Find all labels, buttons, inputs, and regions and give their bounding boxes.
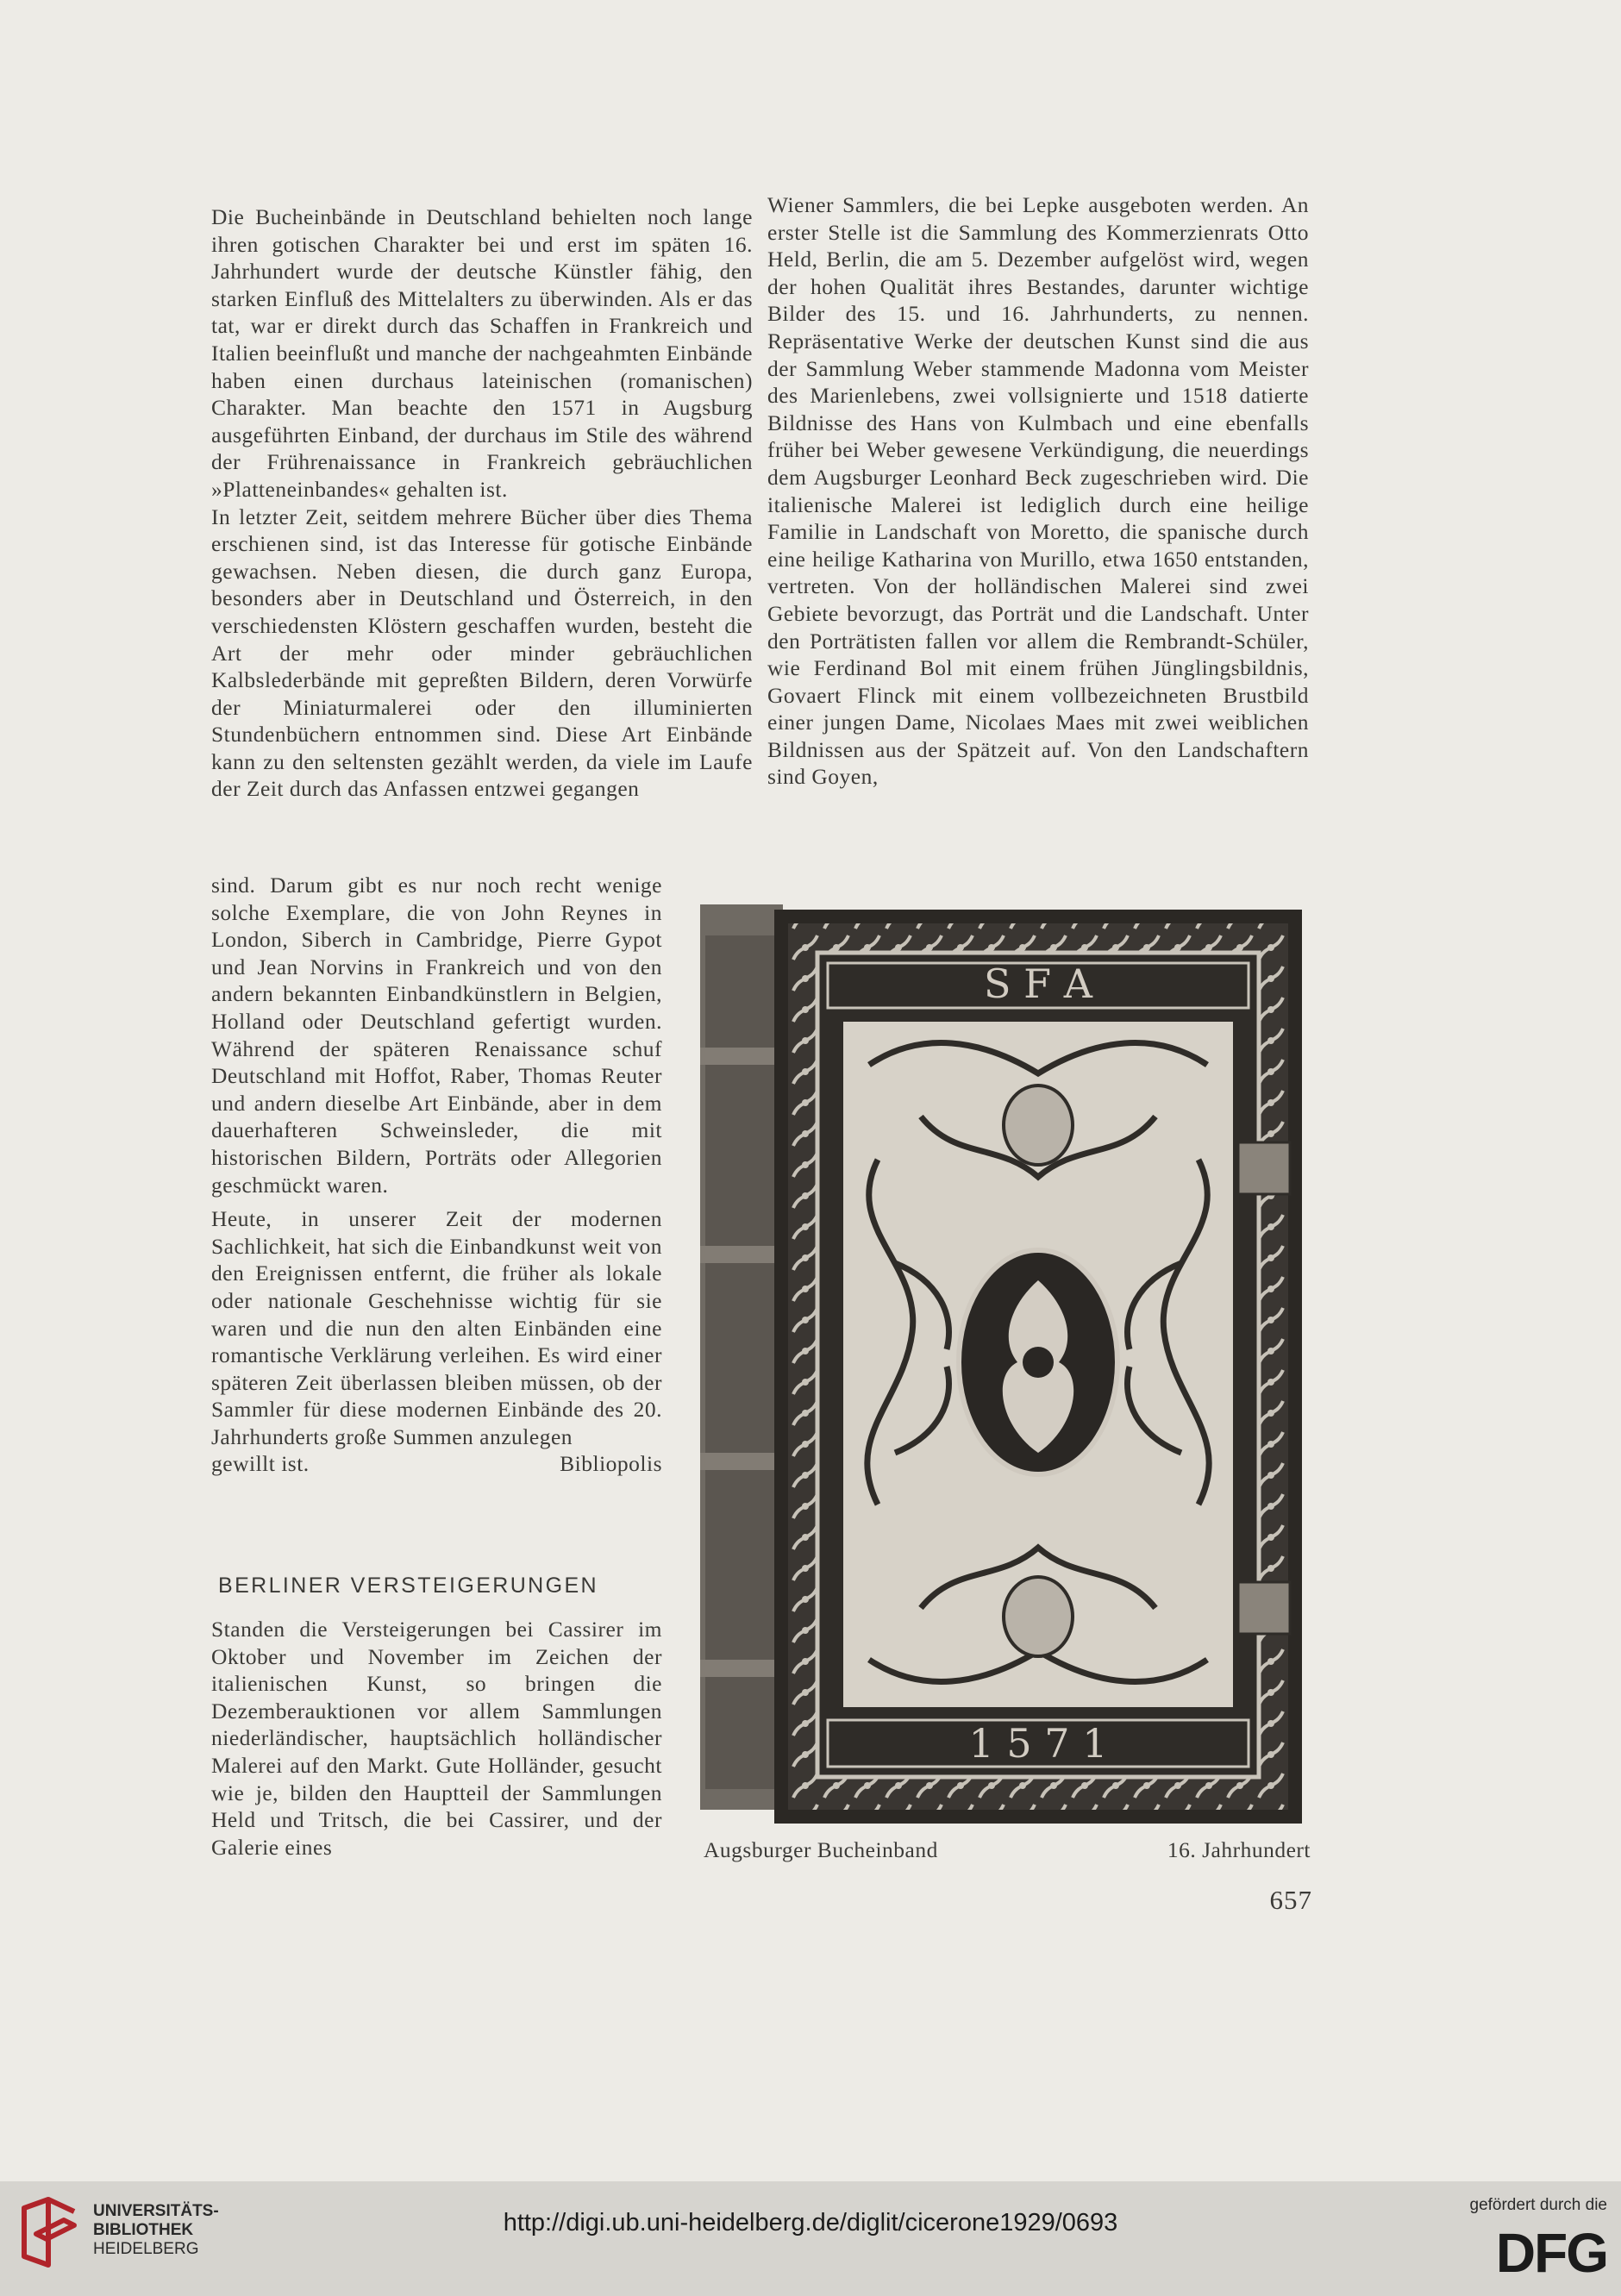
paragraph: Wiener Sammlers, die bei Lepke ausgeboten werden. An erster Stelle ist die Sammlung des Kommerzienrats Otto Held, Berlin, die am 5. Dezember aufgelöst wird, wegen der hohen Qualität ihres Bestandes, darunter wichtige Bilder des 15. und 16. Jahrhunderts, zu nennen. Repräsentative Werke der deutschen Kunst sind die aus der Sammlung Weber stammende Madonna vom Meister des Marienlebens, zwei vollsignierte und 1518 datierte Bildnisse des Hans von Kulmbach und eine ebenfalls früher bei Weber gewesene Verkündigung, die neuerdings dem Augsburger Leonhard Beck zugeschrieben wird. Die italienische Malerei ist lediglich durch eine heilige Familie in Landschaft von Moretto, die spanische durch eine heilige Katharina von Murillo, etwa 1650 entstanden, vertreten. Von der holländischen Malerei sind zwei Gebiete bevorzugt, das Porträt und die Landschaft. Unter den Porträtisten fallen vor allem die Rembrandt-Schüler, wie Ferdinand Bol mit einem frühen Jünglingsbildnis, Govaert Flinck mit einem vollbezeichneten Brustbild einer jungen Dame, Nicolaes Maes mit zwei weiblichen Bildnissen aus der Spätzeit auf. Von den Landschaftern sind Goyen,	[767, 192, 1309, 790]
right-column	[767, 191, 1309, 791]
left-column-bottom	[211, 1616, 662, 1861]
paragraph: In letzter Zeit, seitdem mehrere Bücher über dies Thema erschienen sind, ist das Interesse für gotische Einbände gewachsen. Neben diesen, die durch ganz Europa, besonders aber in Deutschland und Österreich, in den verschiedensten Klöstern geschaffen wurden, besteht die Art der mehr oder minder gebräuchlichen Kalbslederbände mit gepreßten Bildern, deren Vorwürfe der Miniaturmalerei oder den illuminierten Stundenbüchern entnommen sind. Diese Art Einbände kann zu den seltensten gezählt werden, da viele im Laufe der Zeit durch das Anfassen entzwei gegangen	[211, 504, 753, 802]
paragraph: Standen die Versteigerungen bei Cassirer im Oktober und November im Zeichen der italienischen Kunst, so bringen die Dezemberauktionen vor allem Sammlungen niederländischer, hauptsächlich holländischer Malerei auf den Markt. Gute Holländer, gesucht wie je, bilden den Hauptteil der Sammlungen Held und Tritsch, die bei Cassirer, und der Galerie eines	[211, 1617, 662, 1860]
binding-inscription-bottom: 1 5 7 1	[968, 1720, 1108, 1767]
binding-inscription-top: S F A	[984, 960, 1092, 1007]
page-number: 657	[1269, 1885, 1312, 1915]
funding-text: gefördert durch die	[1469, 2196, 1607, 2214]
left-column-top	[211, 203, 753, 803]
figure-caption	[704, 1837, 1311, 1863]
section-heading: BERLINER VERSTEIGERUNGEN	[218, 1573, 599, 1598]
caption-title: Augsburger Bucheinband	[704, 1837, 938, 1862]
permalink-url[interactable]: http://digi.ub.uni-heidelberg.de/diglit/cicerone1929/0693	[503, 2209, 1118, 2237]
footer-bar	[0, 2181, 1621, 2296]
caption-date: 16. Jahrhundert	[1167, 1837, 1311, 1862]
signature-line	[211, 1450, 662, 1478]
author-signature: Bibliopolis	[560, 1451, 662, 1477]
library-line: UNIVERSITÄTS-	[93, 2202, 219, 2220]
paragraph: Heute, in unserer Zeit der modernen Sachlichkeit, hat sich die Einbandkunst weit von den Ereignissen entfernt, die früher als lokale oder nationale Geschehnisse wichtig für sie waren und die nun den alten Einbänden eine romantische Verklärung verleihen. Es wird einer späteren Zeit überlassen bleiben müssen, ob der Sammler für diese modernen Einbände des 20. Jahrhunderts große Summen anzulegen	[211, 1206, 662, 1449]
library-line: BIBLIOTHEK	[93, 2221, 194, 2239]
dfg-logo: DFG	[1495, 2222, 1607, 2284]
signature-text: gewillt ist.	[211, 1451, 310, 1477]
paragraph: Die Bucheinbände in Deutschland behielten noch lange ihren gotischen Charakter bei und erst im späten 16. Jahrhundert wurde der deutsche Künstler fähig, den starken Einfluß des Mittelalters zu überwinden. Als er das tat, war er direkt durch das Schaffen in Frankreich und Italien beeinflußt und manche der nachgeahmten Einbände haben einen durchaus lateinischen (romanischen) Charakter. Man beachte den 1571 in Augsburg ausgeführten Einband, der durchaus im Stile des während der Frührenaissance in Frankreich gebräuchlichen »Platteneinbandes« gehalten ist.	[211, 204, 753, 502]
book-binding-image	[697, 901, 1316, 1871]
left-column-narrow	[211, 872, 662, 1478]
library-line: HEIDELBERG	[93, 2240, 199, 2258]
paragraph: sind. Darum gibt es nur noch recht wenige solche Exemplare, die von John Reynes in London, Siberch in Cambridge, Pierre Gypot und Jean Norvins in Frankreich und von den andern bekannten Einbandkünstlern in Belgien, Holland oder Deutschland gefertigt wurden. Während der späteren Renaissance schuf Deutschland mit Hoffot, Raber, Thomas Reuter und andern dieselbe Art Einbände, aber in dem dauerhafteren Schweinsleder, die mit historischen Bildern, Porträts oder Allegorien geschmückt waren.	[211, 873, 662, 1198]
university-library-logo-icon	[17, 2196, 81, 2268]
library-name	[93, 2202, 219, 2259]
